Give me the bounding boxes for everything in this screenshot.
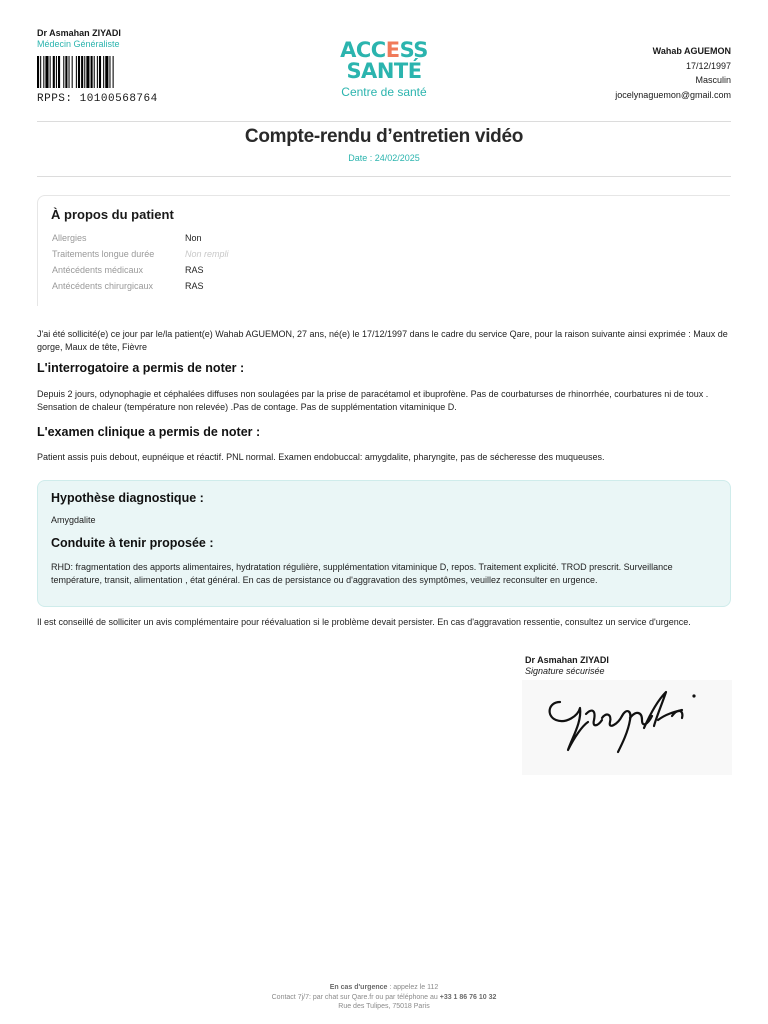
footer-address: Rue des Tulipes, 75018 Paris [338, 1003, 430, 1010]
barcode-bar [40, 56, 41, 88]
barcode-bar [72, 56, 73, 88]
patient-email: jocelynaguemon@gmail.com [615, 89, 731, 100]
conduct-text: RHD: fragmentation des apports alimentaires, hydratation régulière, supplémentation vitaminique D, repos. Traitement explicité. TROD prescrit. Surveillance température, transit, alimentation , état général. En cas de persistance ou d'aggravation des symptômes, veuillez reconsulter en urgence. [51, 562, 673, 585]
report-date: Date : 24/02/2025 [348, 153, 420, 163]
about-row-treatments: Traitements longue durée Non rempli [52, 249, 229, 259]
interrogatoire-text: Depuis 2 jours, odynophagie et céphalées diffuses non soulagées par la prise de paracétamol et ibuprofène. Pas de courbaturses de rhinorrhée, courbatures ni de toux . Sensation de chaleur (température non relevée) .Pas de contage. Pas de supplémentation vitaminique D. [37, 389, 709, 412]
barcode-bar [50, 56, 51, 88]
barcode-bar [45, 56, 48, 88]
about-row-medical-history: Antécédents médicaux RAS [52, 265, 204, 275]
about-row-surgical-history: Antécédents chirurgicaux RAS [52, 281, 204, 291]
barcode-bar [91, 56, 93, 88]
examen-title: L'examen clinique a permis de noter : [37, 425, 261, 439]
barcode-bar [99, 56, 101, 88]
advice-paragraph: Il est conseillé de solliciter un avis complémentaire pour réévaluation si le problème devait persister. En cas d'aggravation ressentie, consultez un service d'urgence. [37, 617, 691, 627]
about-row-allergies: Allergies Non [52, 233, 202, 243]
barcode-bar [105, 56, 108, 88]
rpps-barcode [37, 56, 185, 88]
barcode-bar [97, 56, 98, 88]
barcode-bar [109, 56, 110, 88]
barcode-bar [63, 56, 64, 88]
hypothesis-title: Hypothèse diagnostique : [51, 491, 204, 505]
examen-text: Patient assis puis debout, eupnéique et réactif. PNL normal. Examen endobuccal: amygdalite, pharyngite, pas de sécheresse des muqueuses. [37, 452, 605, 462]
barcode-bar [65, 56, 67, 88]
signature-name: Dr Asmahan ZIYADI [525, 655, 609, 665]
logo-line-2: SANTÉ [346, 59, 422, 83]
intro-paragraph: J'ai été sollicité(e) ce jour par le/la patient(e) Wahab AGUEMON, 27 ans, né(e) le 17/12/1997 dans le cadre du service Qare, pour la raison suivante ainsi exprimée : Maux de gorge, Maux de tête, Fièvre [37, 329, 728, 352]
barcode-bar [43, 56, 44, 88]
logo-subtitle: Centre de santé [341, 85, 427, 99]
doctor-specialty: Médecin Généraliste [37, 39, 120, 49]
barcode-bar [94, 56, 95, 88]
barcode-bar [103, 56, 104, 88]
patient-dob: 17/12/1997 [685, 60, 731, 71]
handwritten-signature [522, 680, 732, 775]
footer-emergency: En cas d'urgence : appelez le 112 [329, 984, 439, 991]
signature-label: Signature sécurisée [525, 666, 605, 676]
barcode-bar [113, 56, 114, 88]
divider-title [37, 176, 731, 177]
report-title: Compte-rendu d’entretien vidéo [244, 126, 524, 147]
barcode-bar [69, 56, 70, 88]
divider-top [37, 121, 731, 122]
barcode-bar [58, 56, 60, 88]
logo-line-1: ACCESS [340, 38, 428, 62]
footer-contact: Contact 7j/7: par chat sur Qare.fr ou par téléphone au +33 1 86 76 10 32 [271, 994, 497, 1001]
barcode-bar [76, 56, 77, 88]
barcode-bar [78, 56, 80, 88]
barcode-bar [84, 56, 85, 88]
barcode-bar [86, 56, 89, 88]
hypothesis-text: Amygdalite [51, 515, 96, 525]
barcode-bar [53, 56, 55, 88]
doctor-name: Dr Asmahan ZIYADI [37, 28, 121, 38]
barcode-bar [81, 56, 83, 88]
barcode-bar [56, 56, 57, 88]
rpps-number: RPPS: 10100568764 [37, 93, 158, 105]
patient-name: Wahab AGUEMON [652, 46, 731, 56]
about-patient-title: À propos du patient [51, 207, 174, 222]
patient-info [615, 44, 731, 102]
access-sante-logo [318, 40, 450, 104]
interrogatoire-title: L'interrogatoire a permis de noter : [37, 361, 245, 375]
conduct-title: Conduite à tenir proposée : [51, 536, 214, 550]
patient-sex: Masculin [695, 75, 731, 85]
barcode-bar [37, 56, 39, 88]
